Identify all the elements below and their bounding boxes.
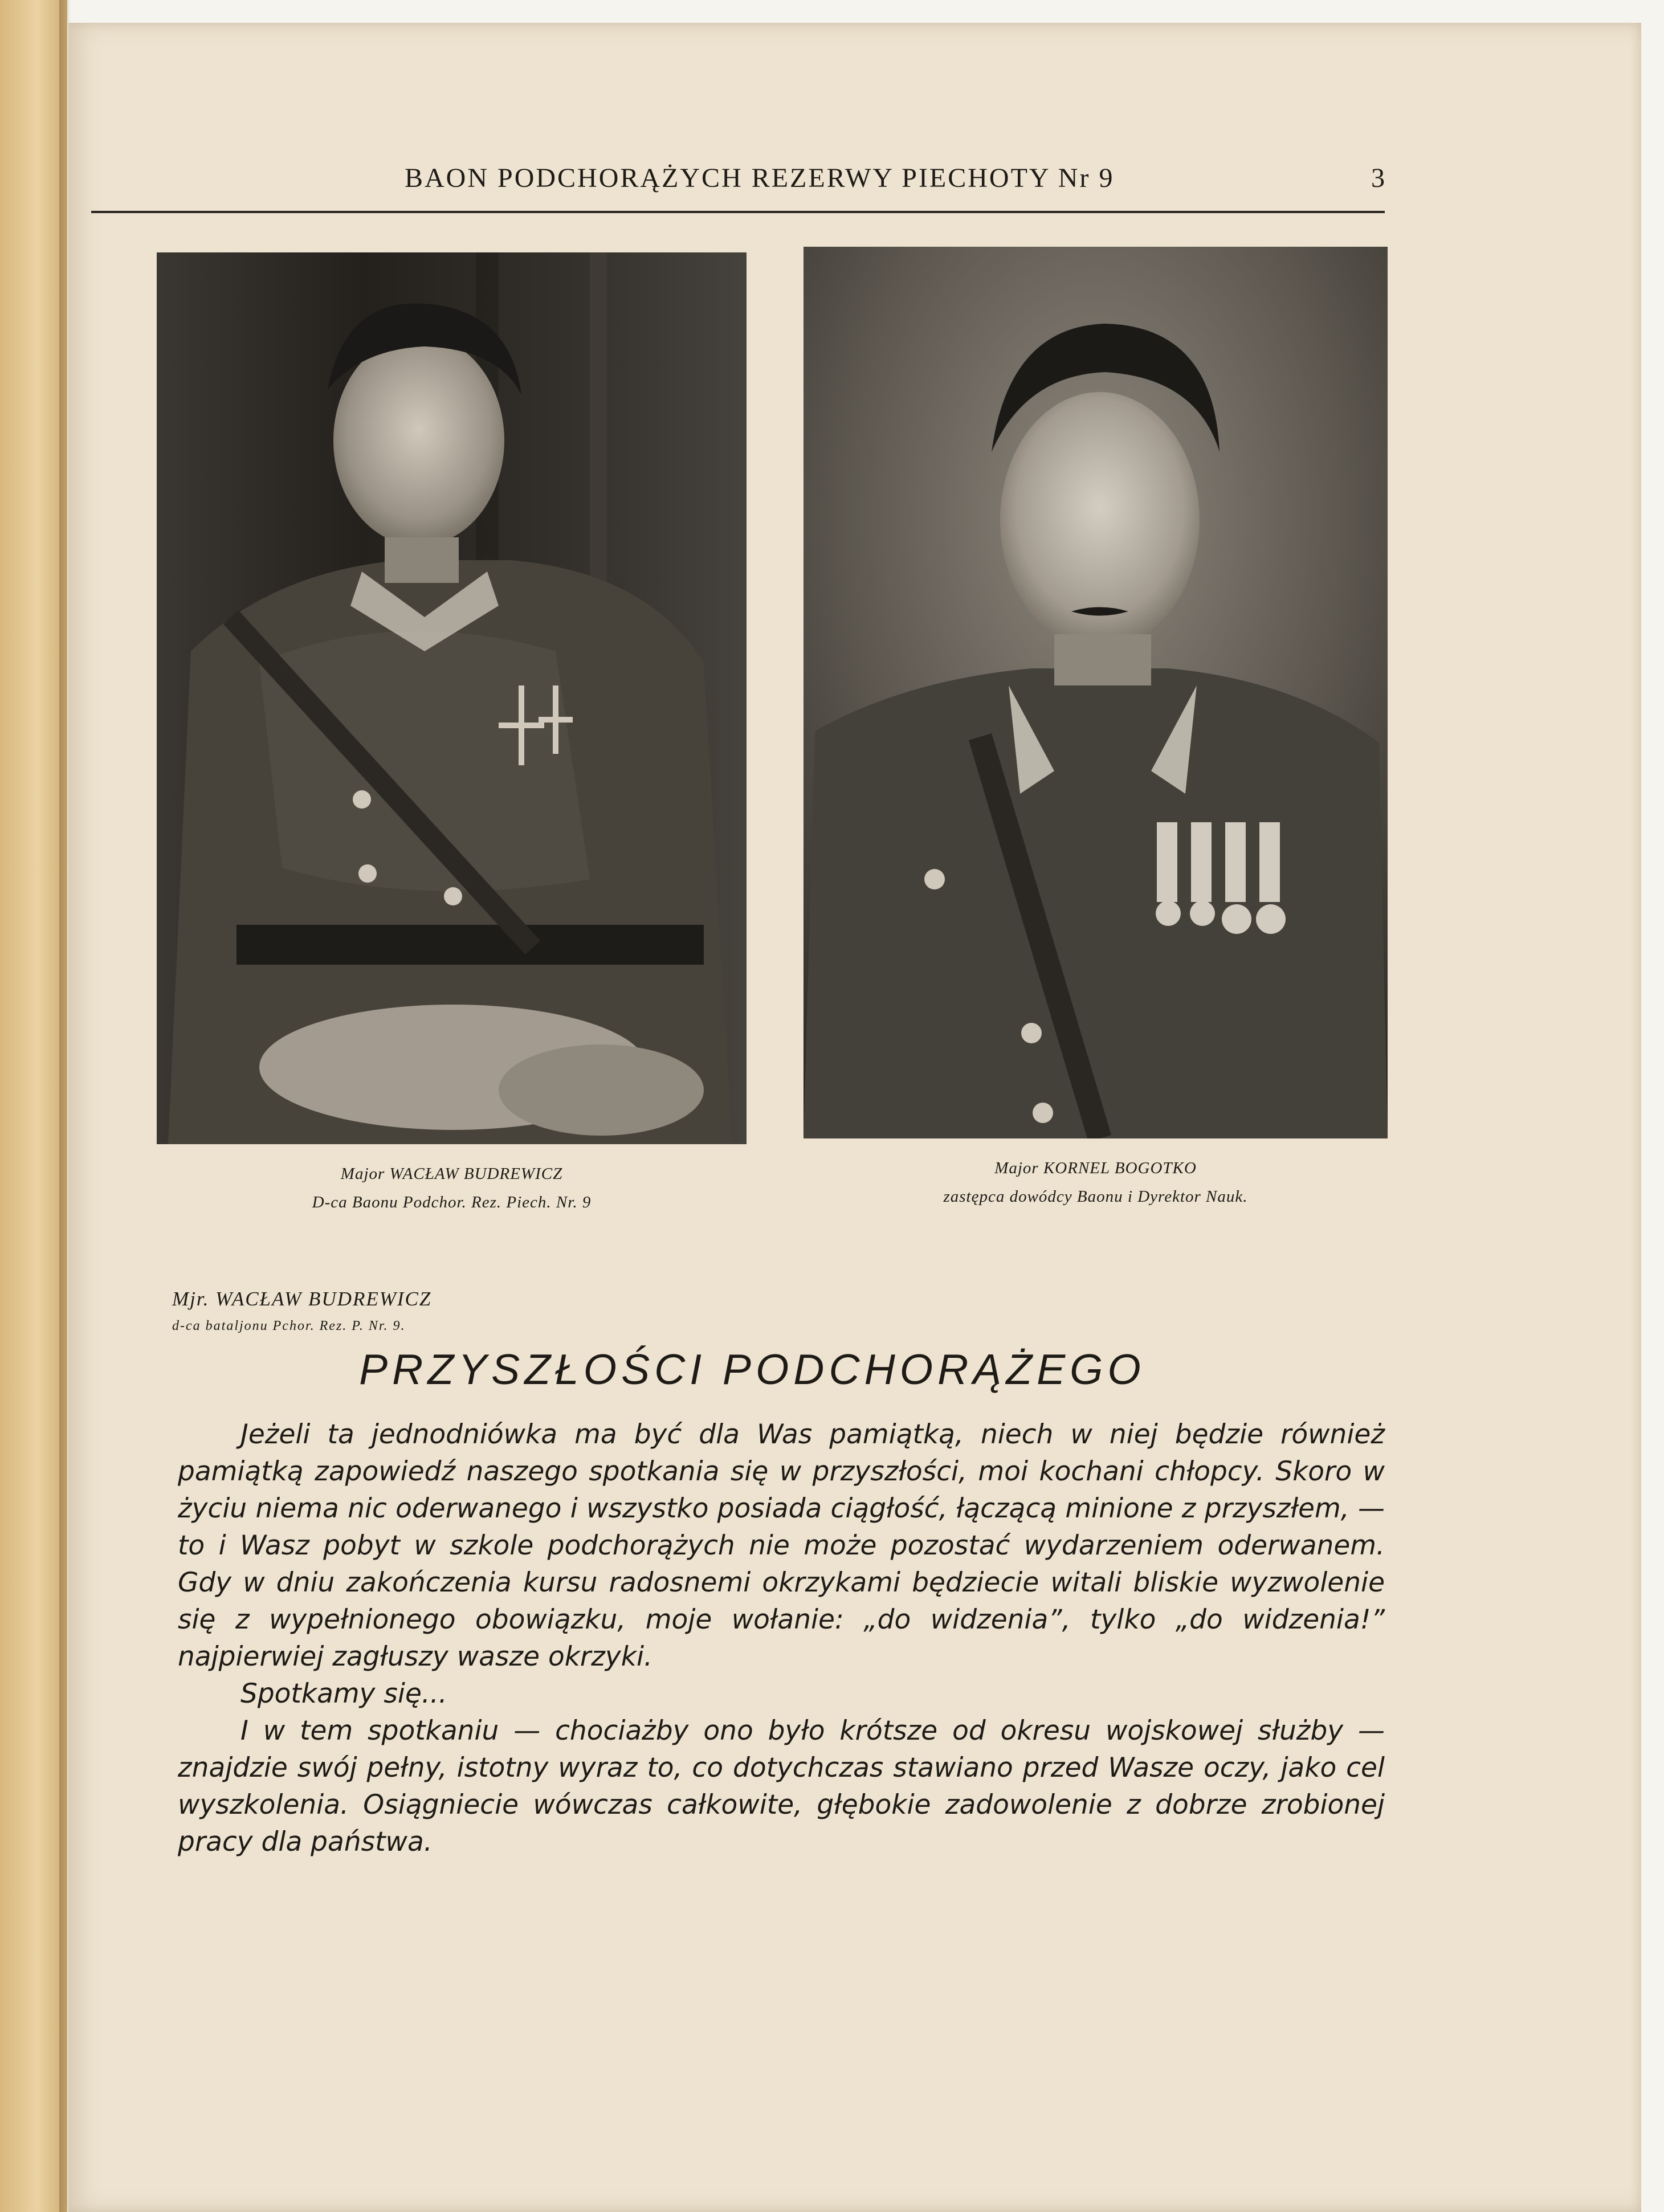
article-paragraph: Jeżeli ta jednodniówka ma być dla Was pamiątką, niech w niej będzie również pamiątką zapowiedź naszego spotkania się w przyszłości, moi kochani chłopcy. Skoro w życiu niema nic oderwanego i wszystko posiada ciągłość, łączącą minione z przyszłem, — to i Wasz pobyt w szkole podchorążych nie może pozostać wydarzeniem oderwanem. Gdy w dniu zakończenia kursu radosnemi okrzykami będziecie witali bliskie wyzwolenie się z wypełnionego obowiązku, moje wołanie: „do widzenia”, tylko „do widzenia!” najpierwiej zagłuszy wasze okrzyki. [178,1419,1385,1672]
article-body [178,1416,1385,1860]
caption-budrewicz-name: Major WACŁAW BUDREWICZ [340,1165,563,1183]
author-name: Mjr. WACŁAW BUDREWICZ [172,1288,432,1310]
article-title: PRZYSZŁOŚCI PODCHORĄŻEGO [359,1345,1145,1393]
portrait-bogotko-image [804,247,1388,1138]
caption-budrewicz-role: D-ca Baonu Podchor. Rez. Piech. Nr. 9 [312,1193,592,1211]
article-paragraph: I w tem spotkaniu — chociażby ono było krótsze od okresu wojskowej służby — znajdzie swój pełny, istotny wyraz to, co dotychczas stawiano przed Wasze oczy, jako cel wyszkolenia. Osiągniecie wówczas całkowite, głębokie zadowolenie z dobrze zrobionej pracy dla państwa. [178,1715,1385,1858]
adjacent-page-edge [0,0,67,2212]
caption-bogotko-name: Major KORNEL BOGOTKO [994,1159,1197,1177]
caption-bogotko-role: zastępca dowódcy Baonu i Dyrektor Nauk. [943,1187,1248,1206]
author-role: d-ca bataljonu Pchor. Rez. P. Nr. 9. [172,1319,406,1333]
portrait-budrewicz-image [157,252,747,1144]
page-number: 3 [1371,163,1385,193]
caption-bogotko [804,1154,1388,1211]
article-paragraph: Spotkamy się... [240,1678,447,1709]
portrait-photo-budrewicz [157,252,747,1144]
running-head-title: BAON PODCHORĄŻYCH REZERWY PIECHOTY Nr 9 [405,163,1115,193]
running-head [91,157,1385,213]
caption-budrewicz [157,1160,747,1217]
portrait-photo-bogotko [804,247,1388,1138]
article-byline [172,1285,431,1338]
